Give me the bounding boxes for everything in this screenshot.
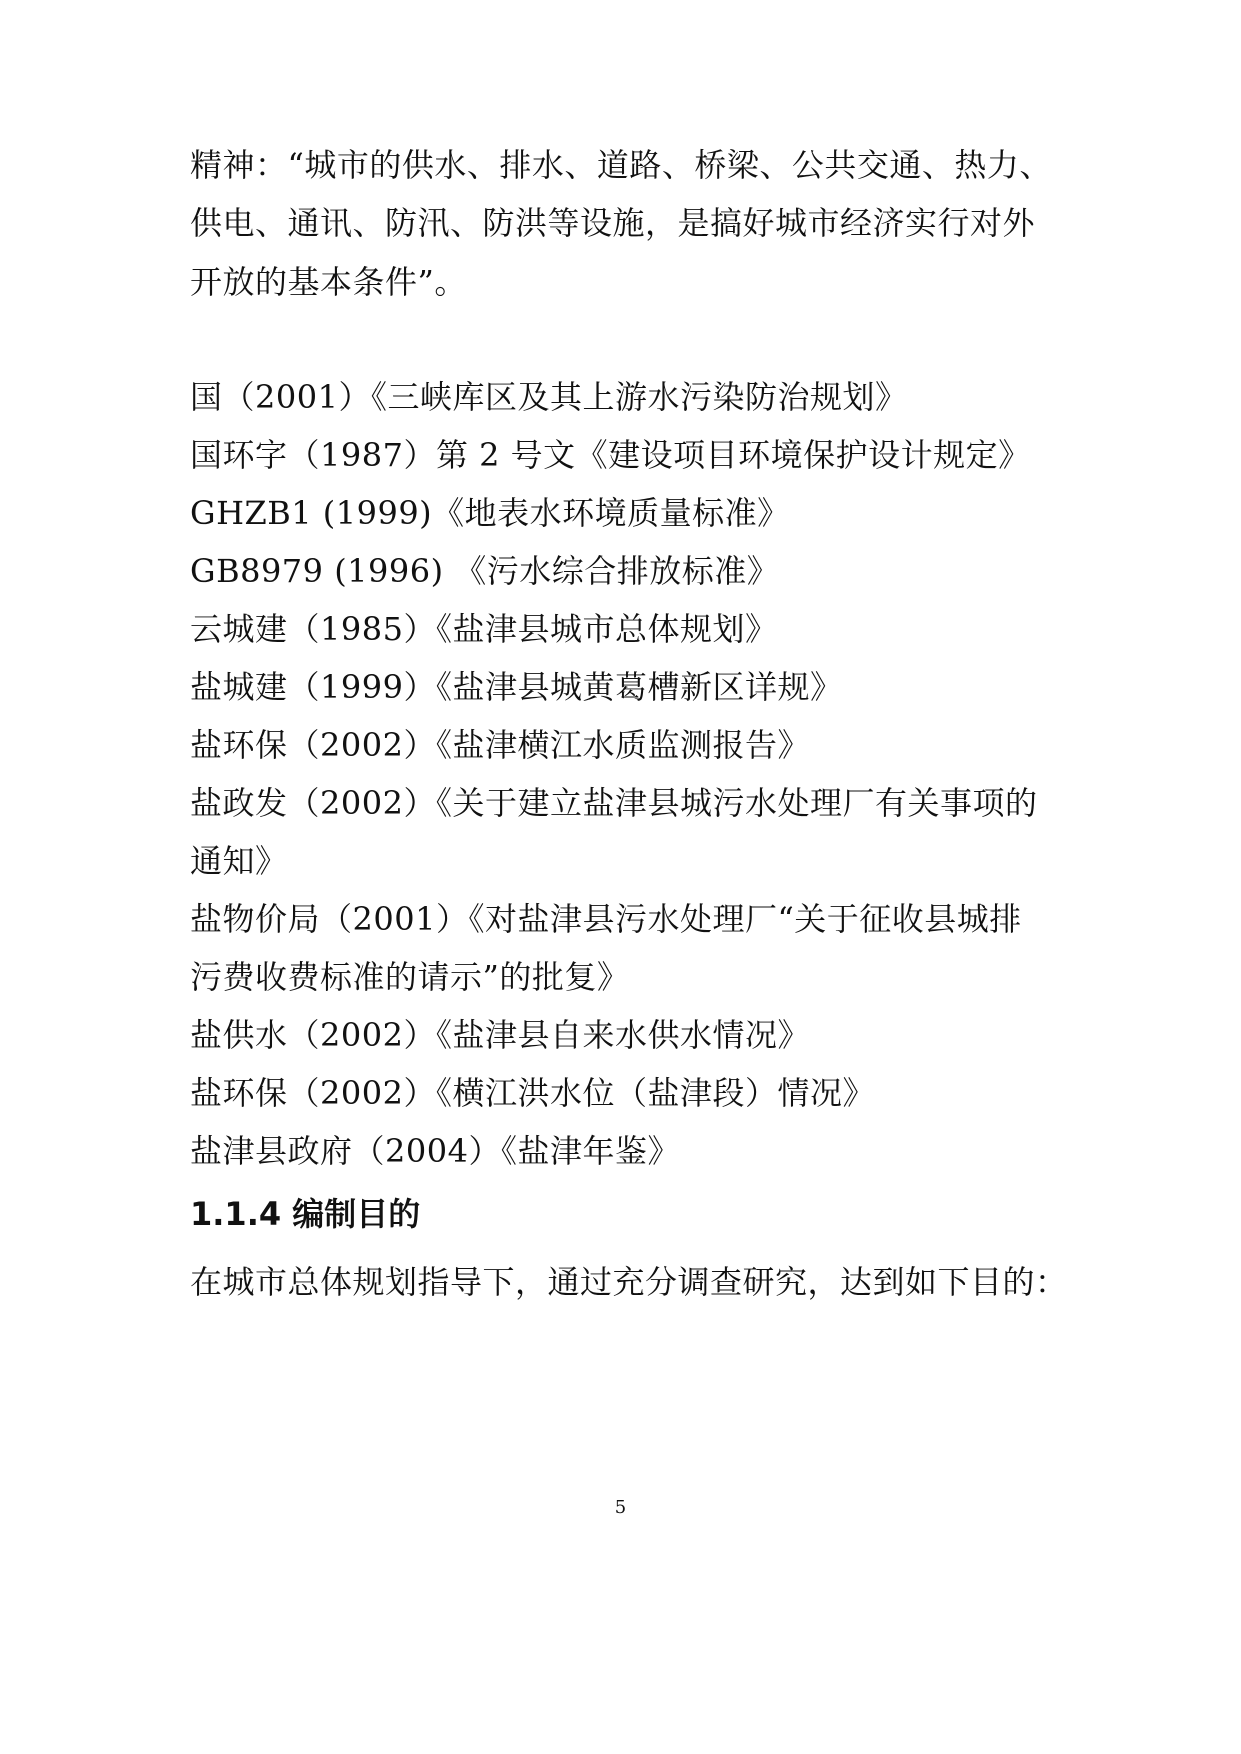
intro-line: 供电、通讯、防汛、防洪等设施，是搞好城市经济实行对外 [190, 204, 1036, 242]
reference-item: 盐城建（1999）《盐津县城黄葛槽新区详规》 [190, 668, 843, 706]
reference-item: 盐物价局（2001）《对盐津县污水处理厂“关于征收县城排 [190, 900, 1022, 938]
reference-item: 国环字（1987）第 2 号文《建设项目环境保护设计规定》 [190, 436, 1031, 474]
reference-item: 盐供水（2002）《盐津县自来水供水情况》 [190, 1016, 810, 1054]
intro-line: 精神：“城市的供水、排水、道路、桥梁、公共交通、热力、 [190, 146, 1052, 184]
reference-item: 盐环保（2002）《横江洪水位（盐津段）情况》 [190, 1074, 875, 1112]
section-heading: 1.1.4 编制目的 [190, 1195, 421, 1233]
reference-item: 盐环保（2002）《盐津横江水质监测报告》 [190, 726, 810, 764]
reference-item-continuation: 污费收费标准的请示”的批复》 [190, 958, 630, 996]
reference-item-continuation: 通知》 [190, 842, 288, 880]
section-paragraph: 在城市总体规划指导下，通过充分调查研究，达到如下目的： [190, 1263, 1068, 1301]
reference-item: 盐政发（2002）《关于建立盐津县城污水处理厂有关事项的 [190, 784, 1038, 822]
reference-item: GB8979 (1996) 《污水综合排放标准》 [190, 552, 780, 590]
reference-item: 云城建（1985）《盐津县城市总体规划》 [190, 610, 778, 648]
intro-line: 开放的基本条件”。 [190, 263, 467, 301]
page-number: 5 [614, 1497, 627, 1518]
reference-item: 盐津县政府（2004）《盐津年鉴》 [190, 1132, 680, 1170]
reference-item: GHZB1 (1999)《地表水环境质量标准》 [190, 494, 790, 532]
reference-item: 国（2001）《三峡库区及其上游水污染防治规划》 [190, 378, 908, 416]
